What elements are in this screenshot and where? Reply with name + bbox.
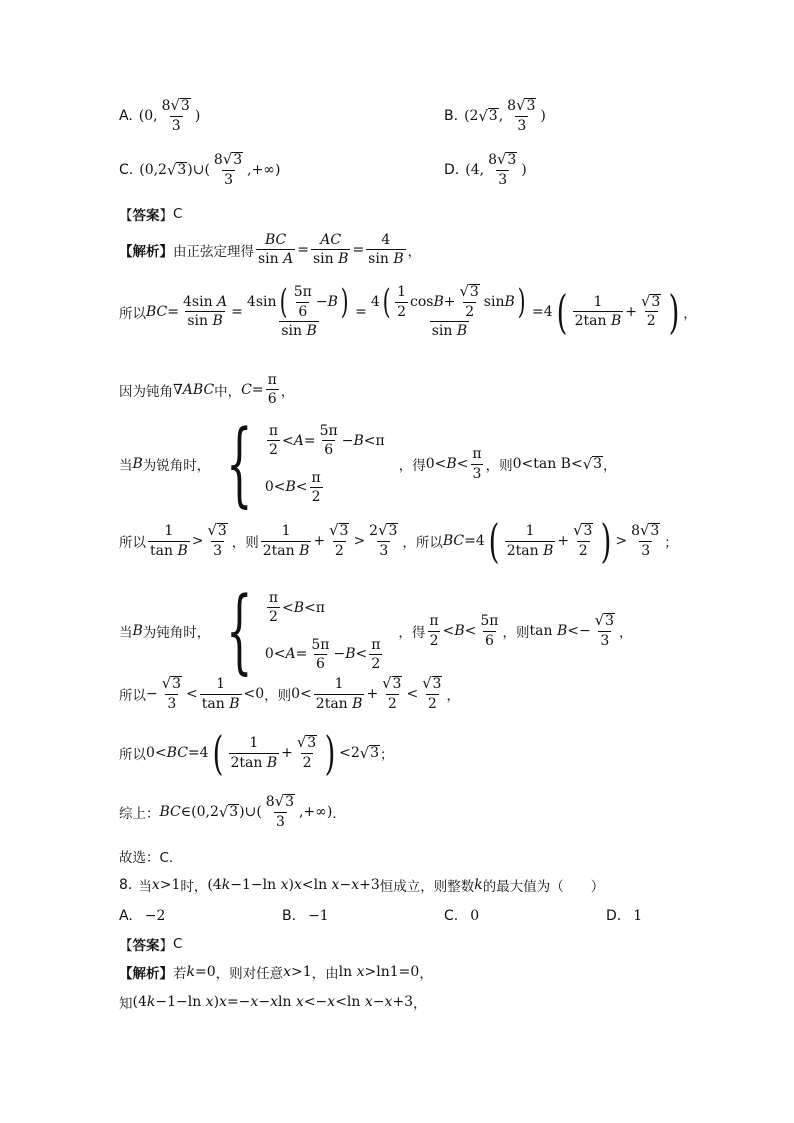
analysis-line-8: 所以 0<BC=4 ( $\frac{1}{\text{2tan B}}$ + √ 3 2 ) <2 √ 3 ；: [119, 726, 394, 780]
q8-option-d: D. 1: [606, 908, 643, 924]
option-d: D. (4, 8 √ 3 3 ): [444, 151, 527, 188]
q8-option-b: B. −1: [282, 908, 329, 924]
analysis-line-2: 所以 BC = $\frac{\text{4sin A}}{\text{sin B}}$ = 4sin ( $\frac{5\pi}{6}$ − B ) sin B = 4 ( $\frac{1}{2}$ cos B + √ 3 2 sin B ) sin B =4 ( $\frac{1}{\text{2tan B}}$ + √ 3 2 ) ，: [119, 282, 697, 339]
analysis-line-7: 所以 − √ 3 3 < $\frac{1}{\text{tan B}}$ <0 ，则 0< $\frac{1}{\text{2tan B}}$ + √ 3 2 < √ 3 2 ，: [119, 675, 460, 712]
analysis-case-obtuse: 当 B 为钝角时， { $\frac{\pi}{2}$ < B <π 0< A = $\frac{5\pi}{6}$ − B < $\frac{\pi}{2}$ ，得 $\frac{\pi}{2}$ <B< $\frac{5\pi}{6}$ ，则 tan B<− √ 3 3 ，: [119, 577, 633, 684]
analysis-line-5: 所以 $\frac{1}{\text{tan B}}$ > √ 3 3 ，则 $\frac{1}{\text{2tan B}}$ + √ 3 2 > 2 √ 3 3 ，所以 BC =4 ( $\frac{1}{\text{2tan B}}$ + √ 3 2 ) > 8 √ 3 3 ；: [119, 514, 678, 568]
option-b: B. (2 √ 3 , 8 √ 3 3 ): [444, 97, 546, 134]
option-a: A. (0, 8 √ 3 3 ): [119, 97, 201, 134]
analysis-line-3: 因为钝角 ∇ ABC 中， C = $\frac{\pi}{6}$ ，: [119, 372, 295, 408]
fraction: 8 √ 3 3: [507, 97, 536, 134]
analysis2-line-2: 知 (4k−1−ln x)x=−x−xln x<−x<ln x−x+3 ，: [119, 994, 427, 1012]
fraction: 8 √ 3 3: [161, 97, 190, 134]
q8-option-c: C. 0: [444, 908, 480, 924]
q8-option-a: A. −2: [119, 908, 166, 924]
answer-line: 【 答案 】 C: [119, 206, 183, 224]
option-c: C. (0,2 √ 3 ) ∪ ( 8 √ 3 3 ,+∞): [119, 151, 281, 188]
analysis-summary: 综上： BC ∈(0,2 √ 3 )∪( 8 √ 3 3 ,+∞) ．: [119, 793, 346, 830]
fraction: 8 √ 3 3: [213, 151, 243, 188]
question-8: 8. 当 x >1 时， (4k−1−ln x)x<ln x−x+3 恒成立，则整数 k 的最大值为（ ）: [119, 877, 605, 895]
answer-line-2: 【 答案 】 C: [119, 936, 183, 954]
fraction: 8 √ 3 3: [488, 151, 517, 188]
analysis-case-acute: 当 B 为锐角时， { $\frac{\pi}{2}$ < A = $\frac{5\pi}{6}$ − B <π 0< B < $\frac{\pi}{2}$ ，得 0<B< $\frac{\pi}{3}$ ，则 0<tan B< √ 3 ，: [119, 410, 617, 517]
analysis2-line-1: 【解析】 若 k =0 ，则对任意 x >1 ，由 ln x>ln1=0 ，: [119, 964, 433, 982]
choose-line: 故选：C.: [119, 850, 174, 866]
analysis-line-1: 【解析】 由正弦定理得 $\frac{BC}{\text{sin A}}$ = $\frac{AC}{\text{sin B}}$ = $\frac{4}{\text{sin B}}$ ，: [119, 232, 422, 268]
